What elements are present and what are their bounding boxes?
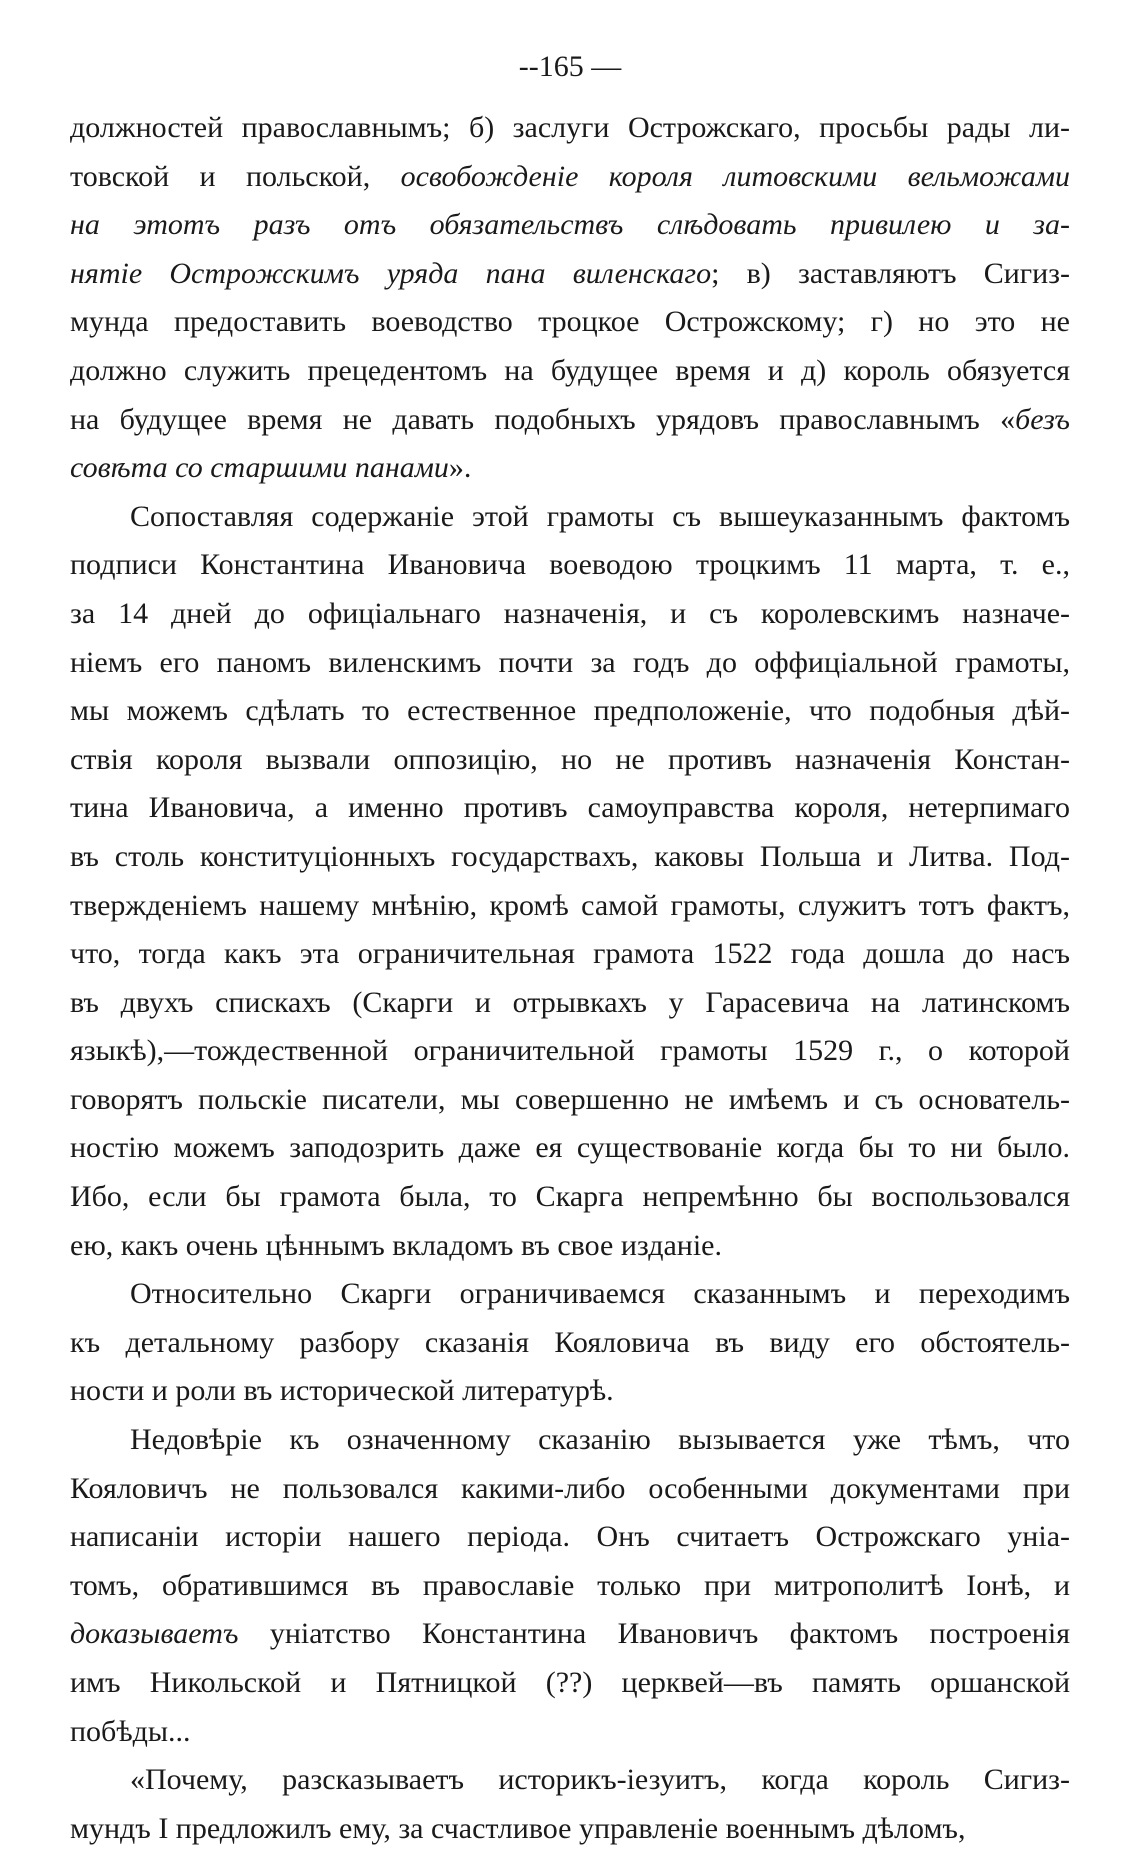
text-segment: къ детальному разбору сказанія Кояловича въ виду его обстоятель- bbox=[70, 1325, 1070, 1359]
text-segment: ности и роли въ исторической литературѣ. bbox=[70, 1374, 614, 1408]
text-segment: уніатство Константина Ивановичъ фактомъ построенія bbox=[238, 1617, 1070, 1651]
text-segment: ». bbox=[448, 451, 472, 485]
text-line bbox=[70, 882, 1070, 931]
text-line bbox=[70, 930, 1070, 979]
text-line bbox=[70, 250, 1070, 299]
document-page bbox=[70, 44, 1070, 1845]
text-segment: на будущее время не давать подобныхъ урядовъ православнымъ « bbox=[70, 402, 1016, 436]
body-text bbox=[70, 104, 1070, 1853]
text-line bbox=[70, 1319, 1070, 1368]
text-segment: ностію можемъ заподозрить даже ея существованіе когда бы то ни было. bbox=[70, 1131, 1070, 1165]
text-line bbox=[70, 1562, 1070, 1611]
text-segment: ствія короля вызвали оппозицію, но не противъ назначенія Констан- bbox=[70, 742, 1070, 776]
paragraph bbox=[70, 1416, 1070, 1756]
text-segment: написаніи исторіи нашего періода. Онъ считаетъ Острожскаго уніа- bbox=[70, 1520, 1070, 1554]
text-line bbox=[70, 1610, 1070, 1659]
text-line bbox=[70, 1124, 1070, 1173]
text-line bbox=[70, 104, 1070, 153]
text-line bbox=[70, 1367, 1070, 1416]
text-line bbox=[70, 1173, 1070, 1222]
text-segment: ею, какъ очень цѣннымъ вкладомъ въ свое изданіе. bbox=[70, 1228, 722, 1262]
text-line bbox=[70, 1756, 1070, 1805]
text-segment: говорятъ польскіе писатели, мы совершенно не имѣемъ и съ основатель- bbox=[70, 1082, 1070, 1116]
text-segment: ; в) заставляютъ Сигиз- bbox=[711, 256, 1070, 290]
text-line bbox=[70, 639, 1070, 688]
text-segment: тина Ивановича, а именно противъ самоуправства короля, нетерпимаго bbox=[70, 791, 1070, 825]
text-segment: въ двухъ спискахъ (Скарги и отрывкахъ у Гарасевича на латинскомъ bbox=[70, 985, 1070, 1019]
text-segment: должностей православнымъ; б) заслуги Острожскаго, просьбы рады ли- bbox=[70, 111, 1070, 144]
text-segment: Относительно Скарги ограничиваемся сказаннымъ и переходимъ bbox=[130, 1277, 1070, 1311]
text-segment: ніемъ его паномъ виленскимъ почти за годъ до оффиціальной грамоты, bbox=[70, 645, 1070, 679]
text-segment: мы можемъ сдѣлать то естественное предположеніе, что подобныя дѣй- bbox=[70, 694, 1070, 728]
text-segment: твержденіемъ нашему мнѣнію, кромѣ самой грамоты, служитъ тотъ фактъ, bbox=[70, 888, 1070, 922]
text-line bbox=[70, 201, 1070, 250]
text-segment: Сопоставляя содержаніе этой грамоты съ вышеуказаннымъ фактомъ bbox=[130, 499, 1070, 533]
text-segment: Кояловичъ не пользовался какими-либо особенными документами при bbox=[70, 1471, 1070, 1505]
text-segment: мундъ I предложилъ ему, за счастливое управленіе военнымъ дѣломъ, bbox=[70, 1811, 966, 1845]
text-line bbox=[70, 1222, 1070, 1271]
italic-text: нятіе Острожскимъ уряда пана виленскаго bbox=[70, 256, 712, 290]
text-segment: за 14 дней до офиціальнаго назначенія, и съ королевскимъ назначе- bbox=[70, 596, 1070, 630]
text-line bbox=[70, 687, 1070, 736]
italic-text: освобожденіе короля литовскими вельможами bbox=[400, 159, 1070, 193]
italic-text: совѣта со старшими панами bbox=[70, 451, 449, 485]
text-segment: побѣды... bbox=[70, 1714, 191, 1748]
text-line bbox=[70, 1465, 1070, 1514]
italic-text: на этотъ разъ отъ обязательствъ слѣдовать привилею и за- bbox=[70, 208, 1070, 242]
paragraph bbox=[70, 493, 1070, 1271]
text-line bbox=[70, 396, 1070, 445]
text-segment: Ибо, если бы грамота была, то Скарга непремѣнно бы воспользовался bbox=[70, 1180, 1070, 1214]
text-segment: «Почему, разсказываетъ историкъ-іезуитъ, когда король Сигиз- bbox=[130, 1763, 1070, 1797]
text-line bbox=[70, 590, 1070, 639]
text-line bbox=[70, 784, 1070, 833]
text-segment: въ столь конституціонныхъ государствахъ, каковы Польша и Литва. Под- bbox=[70, 839, 1070, 873]
text-line bbox=[70, 1659, 1070, 1708]
text-segment: мунда предоставить воеводство троцкое Острожскому; г) но это не bbox=[70, 305, 1070, 339]
text-line bbox=[70, 979, 1070, 1028]
italic-text: безъ bbox=[1015, 402, 1070, 436]
text-line bbox=[70, 1416, 1070, 1465]
text-line bbox=[70, 736, 1070, 785]
text-line bbox=[70, 1076, 1070, 1125]
text-segment: языкѣ),—тождественной ограничительной грамоты 1529 г., о которой bbox=[70, 1034, 1070, 1068]
paragraph bbox=[70, 104, 1070, 493]
page-number: --165 — bbox=[518, 50, 622, 83]
text-segment: имъ Никольской и Пятницкой (??) церквей—въ память оршанской bbox=[70, 1666, 1070, 1699]
paragraph bbox=[70, 1756, 1070, 1853]
text-line bbox=[70, 153, 1070, 202]
text-segment: Недовѣріе къ означенному сказанію вызывается уже тѣмъ, что bbox=[130, 1423, 1070, 1457]
text-line bbox=[70, 1027, 1070, 1076]
text-segment: томъ, обратившимся въ православіе только при митрополитѣ Іонѣ, и bbox=[70, 1568, 1070, 1602]
text-line bbox=[70, 1270, 1070, 1319]
text-line bbox=[70, 1708, 1070, 1757]
text-segment: должно служить прецедентомъ на будущее время и д) король обязуется bbox=[70, 353, 1070, 387]
text-segment: подписи Константина Ивановича воеводою троцкимъ 11 марта, т. е., bbox=[70, 548, 1070, 582]
paragraph bbox=[70, 1270, 1070, 1416]
text-line bbox=[70, 541, 1070, 590]
italic-text: доказываетъ bbox=[70, 1617, 239, 1651]
text-line bbox=[70, 493, 1070, 542]
text-line bbox=[70, 1805, 1070, 1854]
text-segment: товской и польской, bbox=[70, 159, 401, 193]
text-line bbox=[70, 298, 1070, 347]
text-line bbox=[70, 444, 1070, 493]
text-line bbox=[70, 833, 1070, 882]
text-line bbox=[70, 1513, 1070, 1562]
text-segment: что, тогда какъ эта ограничительная грамота 1522 года дошла до насъ bbox=[70, 937, 1070, 971]
text-line bbox=[70, 347, 1070, 396]
